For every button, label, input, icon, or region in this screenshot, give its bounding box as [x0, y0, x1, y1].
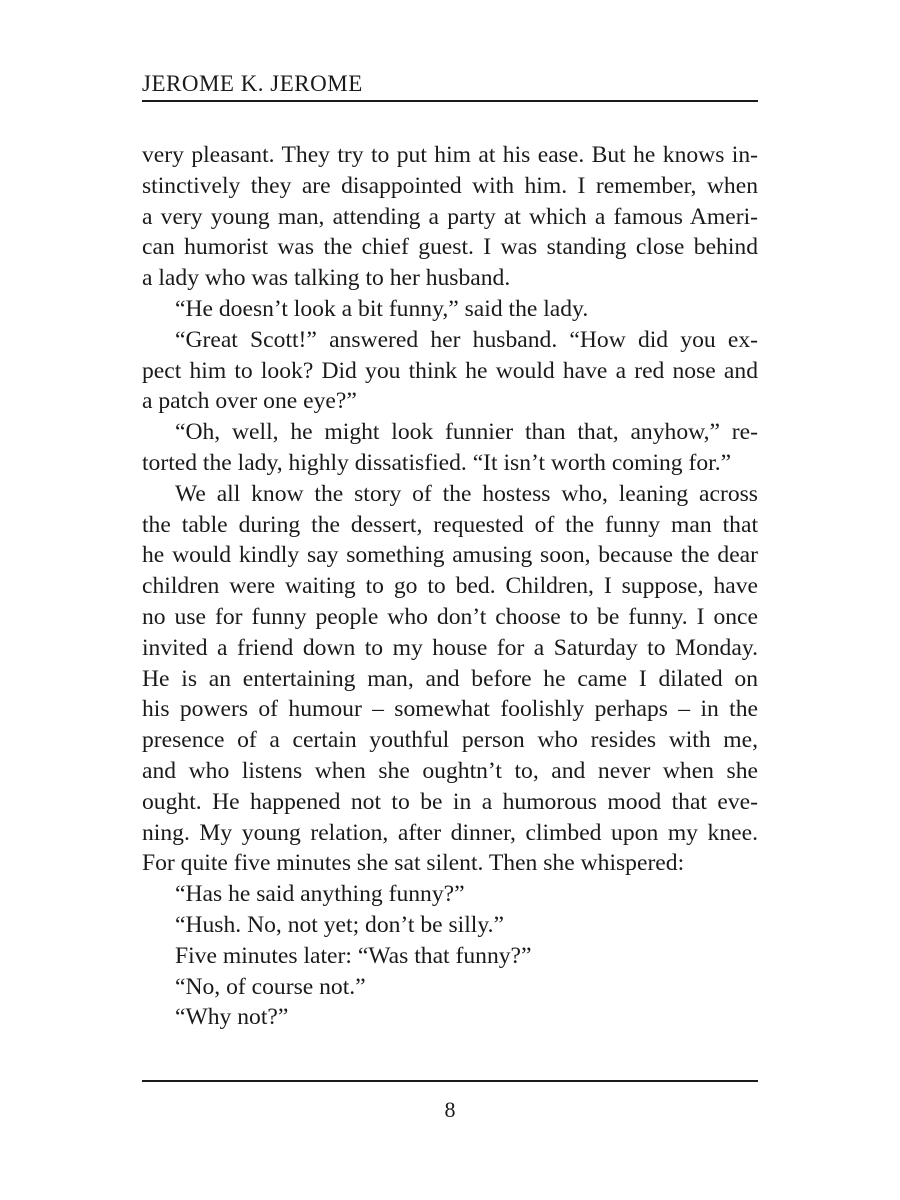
text-line: “No, of course not.” — [175, 973, 366, 1000]
text-line: ought. He happened not to be in a humorous mood that eve- — [142, 788, 758, 815]
text-line: “Has he said anything funny?” — [175, 881, 465, 908]
body-text — [142, 140, 758, 1033]
text-line: Five minutes later: “Was that funny?” — [175, 942, 532, 969]
page-number: 8 — [444, 1097, 456, 1122]
header-rule — [142, 100, 758, 102]
text-line: children were waiting to go to bed. Children, I suppose, have — [142, 573, 758, 600]
text-line: and who listens when she oughtn’t to, and never when she — [142, 757, 758, 784]
footer-rule — [142, 1080, 758, 1082]
text-line: He is an entertaining man, and before he came I dilated on — [142, 665, 758, 692]
text-line: We all know the story of the hostess who, leaning across — [175, 480, 758, 507]
text-line: “Oh, well, he might look funnier than that, anyhow,” re- — [175, 419, 758, 446]
text-line: no use for funny people who don’t choose to be funny. I once — [142, 603, 758, 630]
text-line: invited a friend down to my house for a Saturday to Monday. — [142, 634, 758, 661]
text-line: a patch over one eye?” — [142, 388, 357, 415]
running-header: JEROME K. JEROME — [142, 71, 363, 96]
text-line: presence of a certain youthful person who resides with me, — [142, 727, 758, 754]
text-line: “Great Scott!” answered her husband. “How did you ex- — [175, 326, 758, 353]
text-line: torted the lady, highly dissatisfied. “It isn’t worth coming for.” — [142, 449, 732, 476]
text-line: “Why not?” — [175, 1004, 289, 1031]
text-line: For quite five minutes she sat silent. Then she whispered: — [142, 850, 685, 877]
text-line: his powers of humour – somewhat foolishly perhaps – in the — [142, 696, 758, 723]
text-line: ning. My young relation, after dinner, climbed upon my knee. — [142, 819, 758, 846]
text-line: very pleasant. They try to put him at his ease. But he knows in- — [142, 142, 758, 168]
text-line: the table during the dessert, requested of the funny man that — [142, 511, 758, 538]
text-line: can humorist was the chief guest. I was standing close behind — [142, 234, 758, 261]
text-line: he would kindly say something amusing soon, because the dear — [142, 542, 758, 569]
text-line: pect him to look? Did you think he would have a red nose and — [142, 357, 758, 384]
text-line: “He doesn’t look a bit funny,” said the lady. — [175, 295, 589, 322]
text-line: a very young man, attending a party at which a famous Ameri- — [142, 203, 758, 230]
text-line: stinctively they are disappointed with him. I remember, when — [142, 172, 758, 199]
text-line: a lady who was talking to her husband. — [142, 265, 511, 292]
text-line: “Hush. No, not yet; don’t be silly.” — [175, 911, 504, 938]
